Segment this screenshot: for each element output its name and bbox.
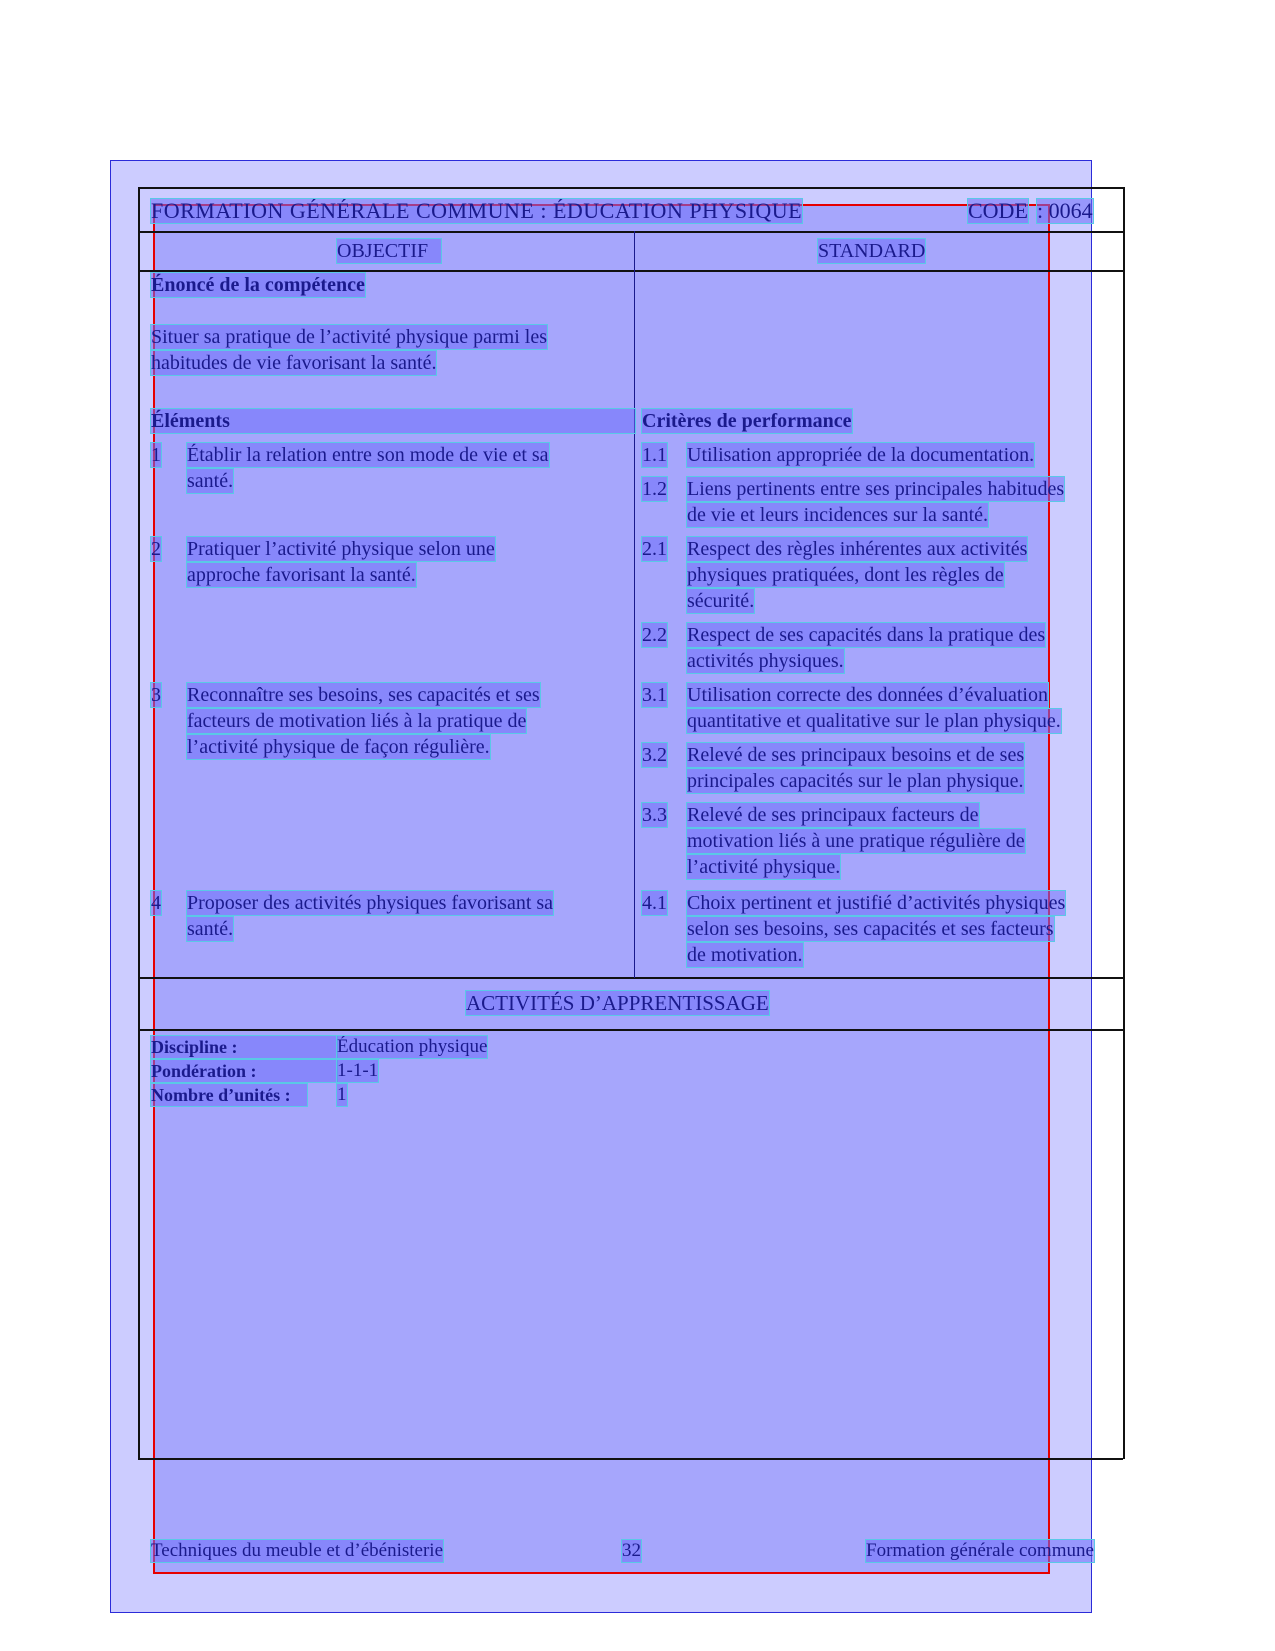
element-number: 2	[151, 538, 161, 560]
element-line: facteurs de motivation liés à la pratique de	[187, 710, 527, 732]
critere-number: 1.1	[642, 444, 667, 466]
table-right-border	[1123, 187, 1125, 1459]
element-line: santé.	[187, 918, 234, 940]
critere-line: principales capacités sur le plan physique.	[687, 770, 1024, 792]
competence-line-1: Situer sa pratique de l’activité physique parmi les	[151, 326, 547, 348]
ponderation-label: Pondération :	[151, 1060, 337, 1082]
competence-line-2: habitudes de vie favorisant la santé.	[151, 352, 437, 374]
activites-top-divider	[138, 977, 1123, 979]
critere-line: quantitative et qualitative sur le plan physique.	[687, 710, 1061, 732]
element-line: l’activité physique de façon régulière.	[187, 736, 490, 758]
discipline-value: Éducation physique	[337, 1036, 488, 1057]
code-label: CODE	[968, 198, 1028, 223]
element-line: Reconnaître ses besoins, ses capacités et ses	[187, 684, 540, 706]
activites-title: ACTIVITÉS D’APPRENTISSAGE	[466, 991, 769, 1015]
critere-line: physiques pratiquées, dont les règles de	[687, 564, 1004, 586]
critere-line: Relevé de ses principaux facteurs de	[687, 804, 979, 826]
element-number: 3	[151, 684, 161, 706]
critere-line: sécurité.	[687, 590, 755, 612]
unites-value: 1	[337, 1084, 347, 1105]
critere-line: de motivation.	[687, 944, 803, 966]
critere-number: 4.1	[642, 892, 667, 914]
criteres-heading: Critères de performance	[642, 410, 852, 432]
header-divider	[138, 231, 1123, 233]
table-left-border	[138, 187, 140, 1459]
footer-program: Techniques du meuble et d’ébénisterie	[151, 1540, 444, 1561]
critere-number: 1.2	[642, 478, 667, 500]
critere-line: Utilisation correcte des données d’évaluation	[687, 684, 1048, 706]
competence-heading: Énoncé de la compétence	[151, 274, 365, 296]
column-header-objectif: OBJECTIF	[337, 239, 441, 263]
activites-bottom-divider	[138, 1029, 1123, 1031]
critere-number: 3.1	[642, 684, 667, 706]
element-line: Établir la relation entre son mode de vie et sa	[187, 444, 549, 466]
element-line: santé.	[187, 470, 234, 492]
elements-heading: Éléments	[151, 409, 635, 433]
critere-number: 2.2	[642, 624, 667, 646]
element-line: approche favorisant la santé.	[187, 564, 416, 586]
column-separator	[634, 231, 635, 978]
critere-line: Respect de ses capacités dans la pratique des	[687, 624, 1046, 646]
unites-label: Nombre d’unités :	[151, 1084, 307, 1106]
code-value: : 0064	[1037, 198, 1093, 223]
critere-line: de vie et leurs incidences sur la santé.	[687, 504, 988, 526]
critere-line: Utilisation appropriée de la documentation.	[687, 444, 1035, 466]
critere-line: Choix pertinent et justifié d’activités physiques	[687, 892, 1066, 914]
critere-line: motivation liés à une pratique régulière de	[687, 830, 1025, 852]
critere-line: activités physiques.	[687, 650, 844, 672]
element-line: Pratiquer l’activité physique selon une	[187, 538, 495, 560]
columns-divider	[138, 270, 1123, 272]
column-header-standard: STANDARD	[818, 240, 926, 262]
table-top-border	[138, 187, 1123, 189]
element-line: Proposer des activités physiques favorisant sa	[187, 892, 554, 914]
critere-line: Relevé de ses principaux besoins et de ses	[687, 744, 1025, 766]
table-bottom-border	[138, 1458, 1123, 1460]
element-number: 1	[151, 444, 161, 466]
discipline-label: Discipline :	[151, 1036, 337, 1058]
footer-section: Formation générale commune	[866, 1540, 1094, 1561]
document-title: FORMATION GÉNÉRALE COMMUNE : ÉDUCATION PHYSIQUE	[151, 198, 803, 223]
ponderation-value: 1-1-1	[337, 1060, 379, 1081]
critere-line: selon ses besoins, ses capacités et ses facteurs	[687, 918, 1054, 940]
element-number: 4	[151, 892, 161, 914]
critere-line: Respect des règles inhérentes aux activités	[687, 538, 1028, 560]
critere-number: 3.2	[642, 744, 667, 766]
critere-line: l’activité physique.	[687, 856, 841, 878]
critere-number: 3.3	[642, 804, 667, 826]
critere-number: 2.1	[642, 538, 667, 560]
footer-page-number: 32	[622, 1540, 641, 1561]
critere-line: Liens pertinents entre ses principales habitudes	[687, 478, 1065, 500]
